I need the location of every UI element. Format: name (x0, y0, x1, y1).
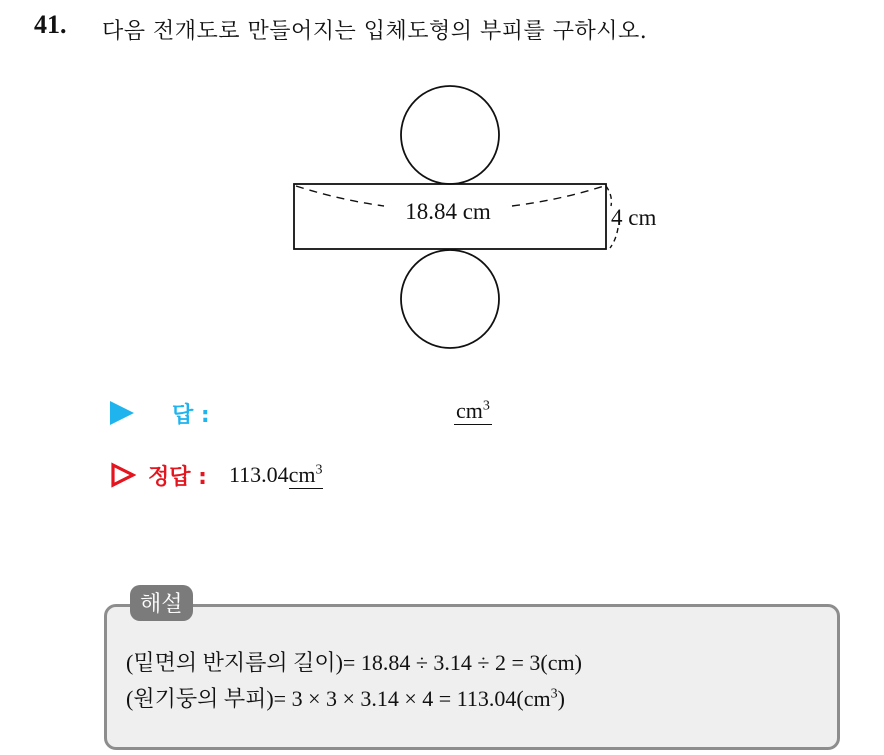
answer-unit-exponent: 3 (482, 398, 490, 414)
explanation-box (104, 604, 840, 750)
correct-unit-exponent: 3 (315, 462, 323, 478)
volume-unit-exponent: 3 (550, 686, 558, 702)
correct-answer-row (110, 458, 323, 492)
volume-formula-text: (원기둥의 부피)= 3 × 3 × 3.14 × 4 = 113.04(cm (126, 686, 551, 711)
question-number: 41. (34, 10, 67, 39)
play-triangle-icon (110, 401, 134, 425)
answer-unit-text: cm (456, 398, 483, 423)
height-bottom-dash (610, 228, 618, 248)
question-text: 다음 전개도로 만들어지는 입체도형의 부피를 구하시오. (102, 19, 648, 44)
correct-answer-value: 113.04 (228, 462, 289, 487)
answer-label: 답 : (172, 402, 210, 428)
explanation-line-radius: (밑면의 반지름의 길이)= 18.84 ÷ 3.14 ÷ 2 = 3(cm) (126, 650, 582, 675)
top-circle (401, 86, 499, 184)
correct-answer-unit (289, 462, 323, 489)
height-label: 4 cm (611, 205, 657, 230)
bottom-circle (401, 250, 499, 348)
explanation-tag: 해설 (130, 585, 193, 621)
answer-row (110, 397, 210, 429)
circumference-right-dash (512, 186, 604, 206)
answer-blank-unit (454, 398, 492, 425)
correct-answer-label: 정답 : (148, 464, 207, 490)
outline-triangle-icon (110, 462, 136, 488)
explanation-line-volume (126, 682, 565, 713)
volume-formula-end: ) (557, 686, 565, 711)
circumference-label: 18.84 cm (405, 199, 491, 224)
circumference-left-dash (296, 186, 384, 206)
correct-unit-text: cm (288, 461, 316, 487)
